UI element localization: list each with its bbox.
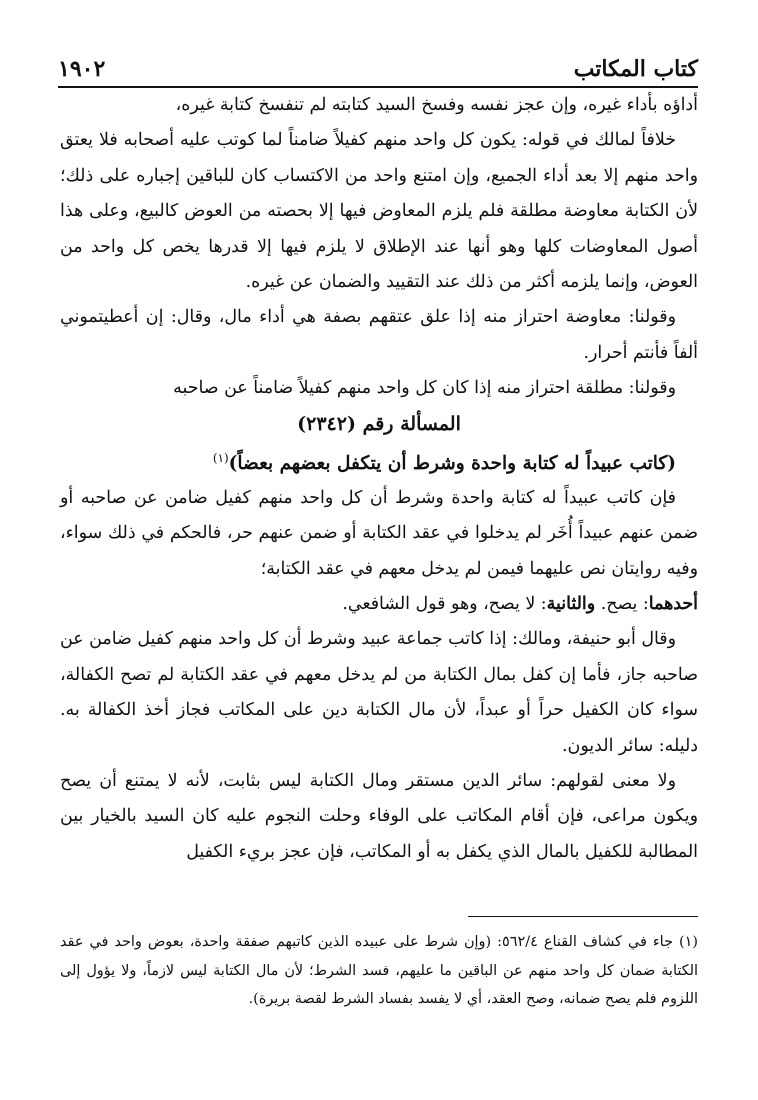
- issue-heading-text: (كاتب عبيداً له كتابة واحدة وشرط أن يتكفل بعضهم بعضاً): [228, 452, 676, 474]
- footnote-divider: [468, 916, 698, 917]
- paragraph-4: وقولنا: مطلقة احتراز منه إذا كان كل واحد منهم كفيلاً ضامناً عن صاحبه: [173, 378, 676, 399]
- paragraph-3: وقولنا: معاوضة احتراز منه إذا علق عتقهم بصفة هي أداء مال، وقال: إن أعطيتموني ألفاً فأنتم أحرار.: [60, 307, 698, 363]
- paragraph-8: ولا معنى لقولهم: سائر الدين مستقر ومال الكتابة ليس بثابت، لأنه لا يمتنع أن يصح ويكون مراعى، فإن أقام المكاتب على الوفاء وحلت النجوم عليه كان السيد بالخيار بين المطالبة للكفيل بالمال الذي يكفل به أو المكاتب، فإن عجز بريء الكفيل: [60, 771, 698, 862]
- footnote-marker: (١): [212, 450, 229, 465]
- term-second: والثانية: [546, 594, 596, 615]
- paragraph-7: وقال أبو حنيفة، ومالك: إذا كاتب جماعة عبيد وشرط أن كل واحد منهم كفيل ضامن عن صاحبه جاز، فأما إن كفل بمال الكتابة من لم يدخل معهم في عقد الكتابة لم تصح الكفالة، سواء كان الكفيل حراً أو عبداً، لأن مال الكتابة دين على المكاتب فجاز أخذ الكفالة به. دليله: سائر الديون.: [60, 629, 698, 756]
- paragraph-1: أداؤه بأداء غيره، وإن عجز نفسه وفسخ السيد كتابته لم تنفسخ كتابة غيره،: [175, 95, 698, 115]
- issue-title: المسألة رقم (٢٣٤٢): [297, 412, 461, 435]
- paragraph-6: [60, 587, 698, 622]
- book-title: كتاب المكاتب: [573, 56, 698, 82]
- issue-heading: [60, 441, 698, 481]
- page-number: ١٩٠٢: [58, 56, 106, 82]
- term-first: أحدهما: [648, 594, 698, 615]
- main-text: [60, 88, 698, 870]
- footnote-1: (١) جاء في كشاف القناع ٥٦٢/٤: (وإن شرط على عبيده الذين كاتبهم صفقة واحدة، بعوض واحد في عقد الكتابة ضمان كل واحد منهم عن الباقين ما عليهم، فسد الشرط؛ لأن مال الكتابة ليس لازماً، ولا يؤول إلى اللزوم فلم يصح ضمانه، وصح العقد، أي لا يفسد بفساد الشرط لقصة بريرة).: [60, 934, 699, 1008]
- paragraph-2: خلافاً لمالك في قوله: يكون كل واحد منهم كفيلاً ضامناً لما كوتب عليه أصحابه فلا يعتق واحد منهم إلا بعد أداء الجميع، وإن امتنع واحد من الاكتساب كان للباقين إجباره على ذلك؛ لأن الكتابة معاوضة مطلقة فلم يلزم المعاوض فيها إلا بحصته من العوض كالبيع، وعلى هذا أصول المعاوضات كلها وهو أنها عند الإطلاق لا يلزم فيها إلا قدرها يخص كل واحد من العوض، وإنما يلزمه أكثر من ذلك عند التقييد والضمان عن غيره.: [60, 130, 698, 293]
- term-first-text: : يصح.: [595, 594, 649, 615]
- paragraph-5: فإن كاتب عبيداً له كتابة واحدة وشرط أن كل واحد منهم كفيل ضامن عن صاحبه أو ضمن عنهم عبيداً أُخَر لم يدخلوا في عقد الكتابة أو ضمن عنهم حر، فالحكم في ذلك سواء، وفيه روايتان نص عليهما فيمن لم يدخل معهم في عقد الكتابة؛: [60, 487, 698, 579]
- footnotes: [60, 928, 698, 1014]
- running-header: [58, 46, 698, 88]
- term-second-text: : لا يصح، وهو قول الشافعي.: [342, 594, 547, 615]
